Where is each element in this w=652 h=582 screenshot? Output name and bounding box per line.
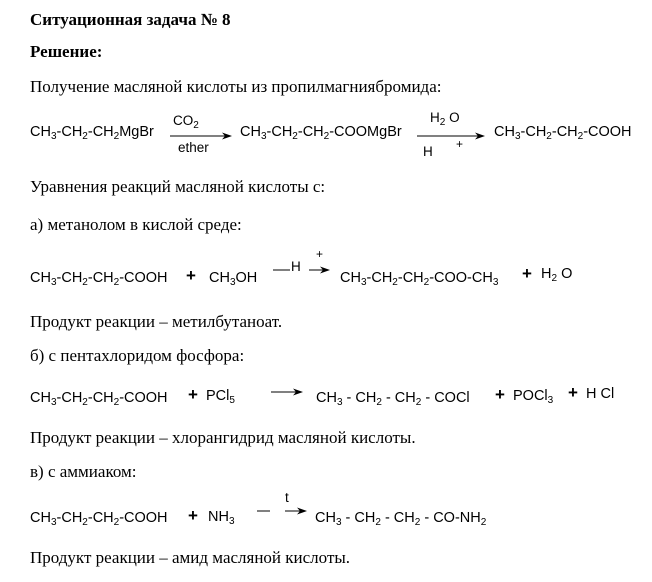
a-product2 (541, 266, 572, 282)
formula-text: CH (30, 124, 51, 140)
formula-subscript: 3 (492, 277, 499, 288)
eq1-product (494, 124, 632, 140)
formula-subscript: 3 (50, 397, 57, 408)
a-plus: + (186, 266, 196, 285)
formula-subscript: 2 (415, 397, 422, 408)
formula-text: PCl (206, 388, 230, 404)
formula-text: - CO-NH (420, 510, 481, 526)
formula-text: -CH (56, 510, 83, 526)
formula-subscript: 3 (50, 517, 57, 528)
eq1-intermediate (240, 124, 402, 140)
c-arrow (257, 506, 307, 516)
formula-text: OH (235, 270, 258, 286)
formula-text: CH (30, 270, 51, 286)
formula-subscript: 2 (376, 397, 382, 408)
formula-text: CH (340, 270, 361, 286)
formula-subscript: 3 (228, 516, 235, 527)
b-reactant1 (30, 390, 168, 406)
formula-subscript: 2 (423, 277, 430, 288)
task-title: Ситуационная задача № 8 (30, 10, 231, 29)
a-label: а) метанолом в кислой среде: (30, 215, 242, 234)
eq1-arrow2-catalyst: H (423, 144, 433, 159)
formula-text: CO (173, 113, 194, 128)
formula-subscript: 3 (336, 397, 343, 408)
formula-text: CH (494, 124, 515, 140)
formula-text: -CH (87, 124, 114, 140)
c-result: Продукт реакции – амид масляной кислоты. (30, 548, 351, 567)
a-result: Продукт реакции – метилбутаноат. (30, 312, 283, 331)
formula-text: O (445, 110, 460, 125)
a-product1 (340, 270, 498, 286)
eq1-arrow2 (417, 131, 485, 141)
formula-subscript: 3 (50, 277, 57, 288)
c-reactant1 (30, 510, 168, 526)
solution-label: Решение: (30, 42, 103, 61)
c-product1 (315, 510, 486, 526)
formula-subscript: 2 (375, 517, 381, 528)
formula-text: -COOH (119, 390, 168, 406)
a-arrow-catalyst: H (291, 259, 301, 274)
eq1-arrow2-catalyst-charge: + (456, 137, 464, 151)
formula-text: - CH (341, 510, 376, 526)
formula-text: -COOH (119, 270, 168, 286)
b-label: б) с пентахлоридом фосфора: (30, 346, 245, 365)
formula-text: -COOMgBr (329, 124, 402, 140)
formula-text: - CH (380, 510, 415, 526)
b-plus: + (188, 385, 198, 404)
formula-text: -CH (87, 510, 114, 526)
formula-subscript: 2 (392, 277, 398, 288)
formula-text: H (541, 266, 552, 282)
formula-text: CH (209, 270, 230, 286)
c-label: в) с аммиаком: (30, 462, 137, 481)
formula-subscript: 2 (113, 131, 120, 142)
formula-subscript: 3 (360, 277, 367, 288)
a-arrow (273, 265, 330, 275)
a-arrow-catalyst-charge: + (316, 247, 324, 261)
formula-text: CH (315, 510, 336, 526)
intro-text: Получение масляной кислоты из пропилмагниябромида: (30, 77, 442, 96)
formula-subscript: 5 (229, 395, 235, 406)
equations-intro: Уравнения реакций масляной кислоты с: (30, 177, 326, 196)
formula-text: - COCl (421, 390, 470, 406)
formula-text: -CH (366, 270, 393, 286)
formula-text: H (430, 110, 440, 125)
formula-subscript: 2 (113, 397, 120, 408)
formula-subscript: 2 (546, 131, 552, 142)
c-plus: + (188, 506, 198, 525)
formula-subscript: 3 (514, 131, 521, 142)
formula-text: -CH (56, 124, 83, 140)
formula-text: -CH (266, 124, 293, 140)
formula-subscript: 2 (439, 117, 446, 128)
formula-subscript: 2 (193, 120, 199, 131)
formula-subscript: 2 (292, 131, 298, 142)
eq1-arrow1-reagent (173, 113, 199, 131)
formula-text: -COOH (119, 510, 168, 526)
formula-text: -CH (520, 124, 547, 140)
b-product1 (316, 390, 470, 406)
c-reactant2 (208, 509, 235, 525)
formula-subscript: 2 (82, 131, 88, 142)
a-reactant1 (30, 270, 168, 286)
formula-subscript: 3 (50, 131, 57, 142)
formula-text: MgBr (119, 124, 154, 140)
formula-subscript: 2 (577, 131, 584, 142)
formula-subscript: 2 (82, 397, 88, 408)
formula-text: CH (30, 510, 51, 526)
formula-subscript: 3 (229, 277, 236, 288)
b-product2 (513, 388, 553, 404)
formula-subscript: 2 (113, 517, 120, 528)
formula-text: -CH (87, 270, 114, 286)
a-reactant2 (209, 270, 257, 286)
b-product3: H Cl (586, 386, 615, 402)
formula-text: NH (208, 509, 229, 525)
formula-text: CH (316, 390, 337, 406)
b-arrow (271, 387, 303, 397)
b-reactant2 (206, 388, 235, 404)
formula-text: - CH (381, 390, 416, 406)
b-plus3: + (568, 383, 578, 402)
formula-text: -CH (56, 270, 83, 286)
formula-text: -CH (551, 124, 578, 140)
formula-subscript: 2 (480, 517, 487, 528)
formula-text: POCl (513, 388, 548, 404)
formula-subscript: 3 (335, 517, 342, 528)
formula-subscript: 2 (113, 277, 120, 288)
formula-text: -COOH (583, 124, 632, 140)
formula-text: -CH (297, 124, 324, 140)
formula-text: -COO-CH (429, 270, 493, 286)
formula-text: -CH (56, 390, 83, 406)
b-plus2: + (495, 385, 505, 404)
formula-subscript: 3 (547, 395, 554, 406)
formula-text: -CH (87, 390, 114, 406)
formula-text: - CH (342, 390, 377, 406)
formula-subscript: 2 (323, 131, 330, 142)
b-result: Продукт реакции – хлорангидрид масляной кислоты. (30, 428, 416, 447)
formula-text: CH (30, 390, 51, 406)
eq1-arrow2-reagent (430, 110, 460, 128)
formula-text: O (557, 266, 573, 282)
formula-subscript: 3 (260, 131, 267, 142)
c-arrow-condition: t (285, 490, 289, 505)
eq1-arrow1-solvent: ether (178, 140, 209, 155)
formula-subscript: 2 (551, 273, 558, 284)
formula-text: -CH (397, 270, 424, 286)
formula-subscript: 2 (82, 277, 88, 288)
formula-subscript: 2 (414, 517, 421, 528)
formula-subscript: 2 (82, 517, 88, 528)
formula-text: CH (240, 124, 261, 140)
eq1-reactant (30, 124, 154, 140)
a-plus2: + (522, 264, 532, 283)
